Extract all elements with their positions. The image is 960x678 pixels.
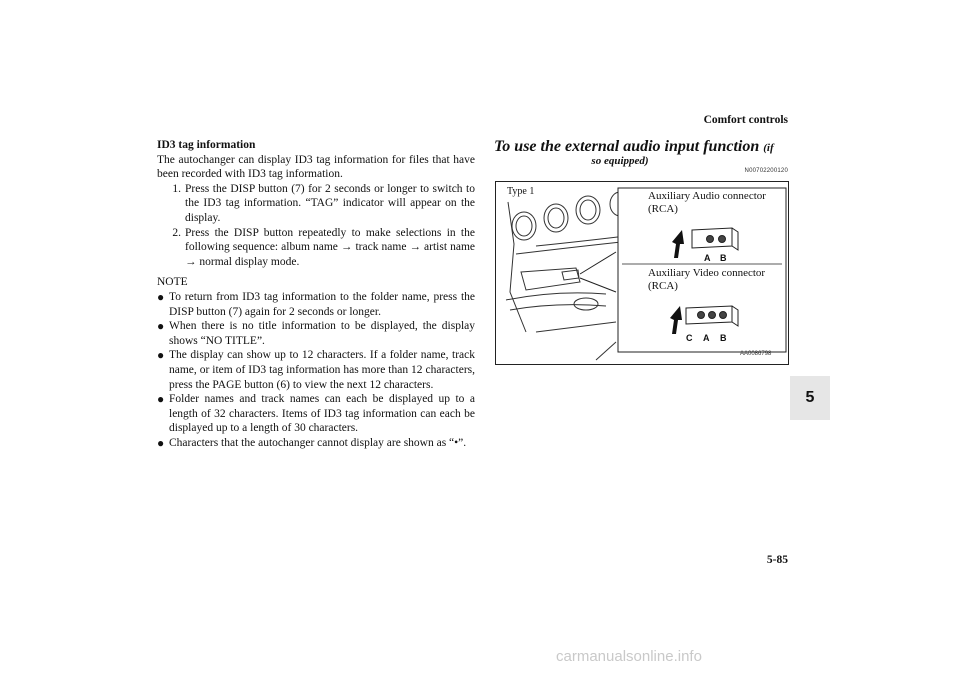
- step-list: [157, 182, 475, 270]
- section-subtitle: so equipped): [591, 155, 649, 167]
- video-letter-b: B: [720, 333, 727, 343]
- audio-letter-b: B: [720, 253, 727, 263]
- note-text: When there is no title information to be displayed, the display shows “NO TITLE”.: [169, 320, 475, 347]
- note-item: [157, 392, 475, 436]
- bullet-icon: ●: [157, 319, 165, 334]
- note-list: [157, 290, 475, 451]
- note-text: Folder names and track names can each be displayed up to a length of 32 characters. Items of ID3 tag information can each be displayed up to a length of 30 characters.: [169, 393, 475, 435]
- chapter-tab: 5: [790, 376, 830, 420]
- id3-intro: The autochanger can display ID3 tag information for files that have been recorded with ID3 tag information.: [157, 153, 475, 181]
- audio-letter-a: A: [704, 253, 711, 263]
- step-number: 1.: [172, 182, 181, 195]
- step-number: 2.: [172, 226, 181, 239]
- note-text: To return from ID3 tag information to the folder name, press the DISP button (7) again for 2 seconds or longer.: [169, 290, 475, 318]
- video-letter-c: C: [686, 333, 693, 343]
- step-text: Press the DISP button (7) for 2 seconds or longer to switch to the ID3 tag information. “TAG” indicator will appear on the display.: [185, 182, 475, 224]
- note-text: Characters that the autochanger cannot display are shown as “•”.: [169, 436, 467, 449]
- section-code: N00702200120: [744, 168, 788, 174]
- note-item: [157, 290, 475, 319]
- figure-code: AA0086798: [740, 351, 772, 357]
- note-text: The display can show up to 12 characters. If a folder name, track name, or item of ID3 tag information has more than 12 characters, press the PAGE button (6) to view the next 12 characters.: [169, 349, 475, 391]
- note-item: [157, 348, 475, 392]
- note-item: [157, 319, 475, 348]
- step-text: Press the DISP button repeatedly to make selections in the following sequence: album name → track name → artist name → normal display mode.: [185, 226, 475, 268]
- id3-heading: ID3 tag information: [157, 139, 256, 151]
- figure-type-label: Type 1: [507, 186, 535, 197]
- step-item: [157, 182, 475, 226]
- video-connector-label: Auxiliary Video connector (RCA): [648, 267, 766, 292]
- left-column: [157, 138, 475, 450]
- section-title-if: (if: [763, 142, 774, 154]
- note-title: NOTE: [157, 276, 188, 289]
- page-number: 5-85: [766, 554, 788, 566]
- bullet-icon: ●: [157, 348, 165, 363]
- step-item: [157, 226, 475, 270]
- bullet-icon: ●: [157, 392, 165, 407]
- bullet-icon: ●: [157, 435, 165, 450]
- running-header: Comfort controls: [703, 114, 788, 126]
- section-title-main: To use the external audio input function: [494, 138, 760, 155]
- watermark-text: carmanualsonline.info: [556, 648, 702, 665]
- bullet-icon: ●: [157, 289, 165, 304]
- note-item: [157, 436, 475, 451]
- video-letter-a: A: [703, 333, 710, 343]
- section-title: [494, 138, 774, 156]
- audio-connector-label: Auxiliary Audio connector (RCA): [648, 190, 766, 215]
